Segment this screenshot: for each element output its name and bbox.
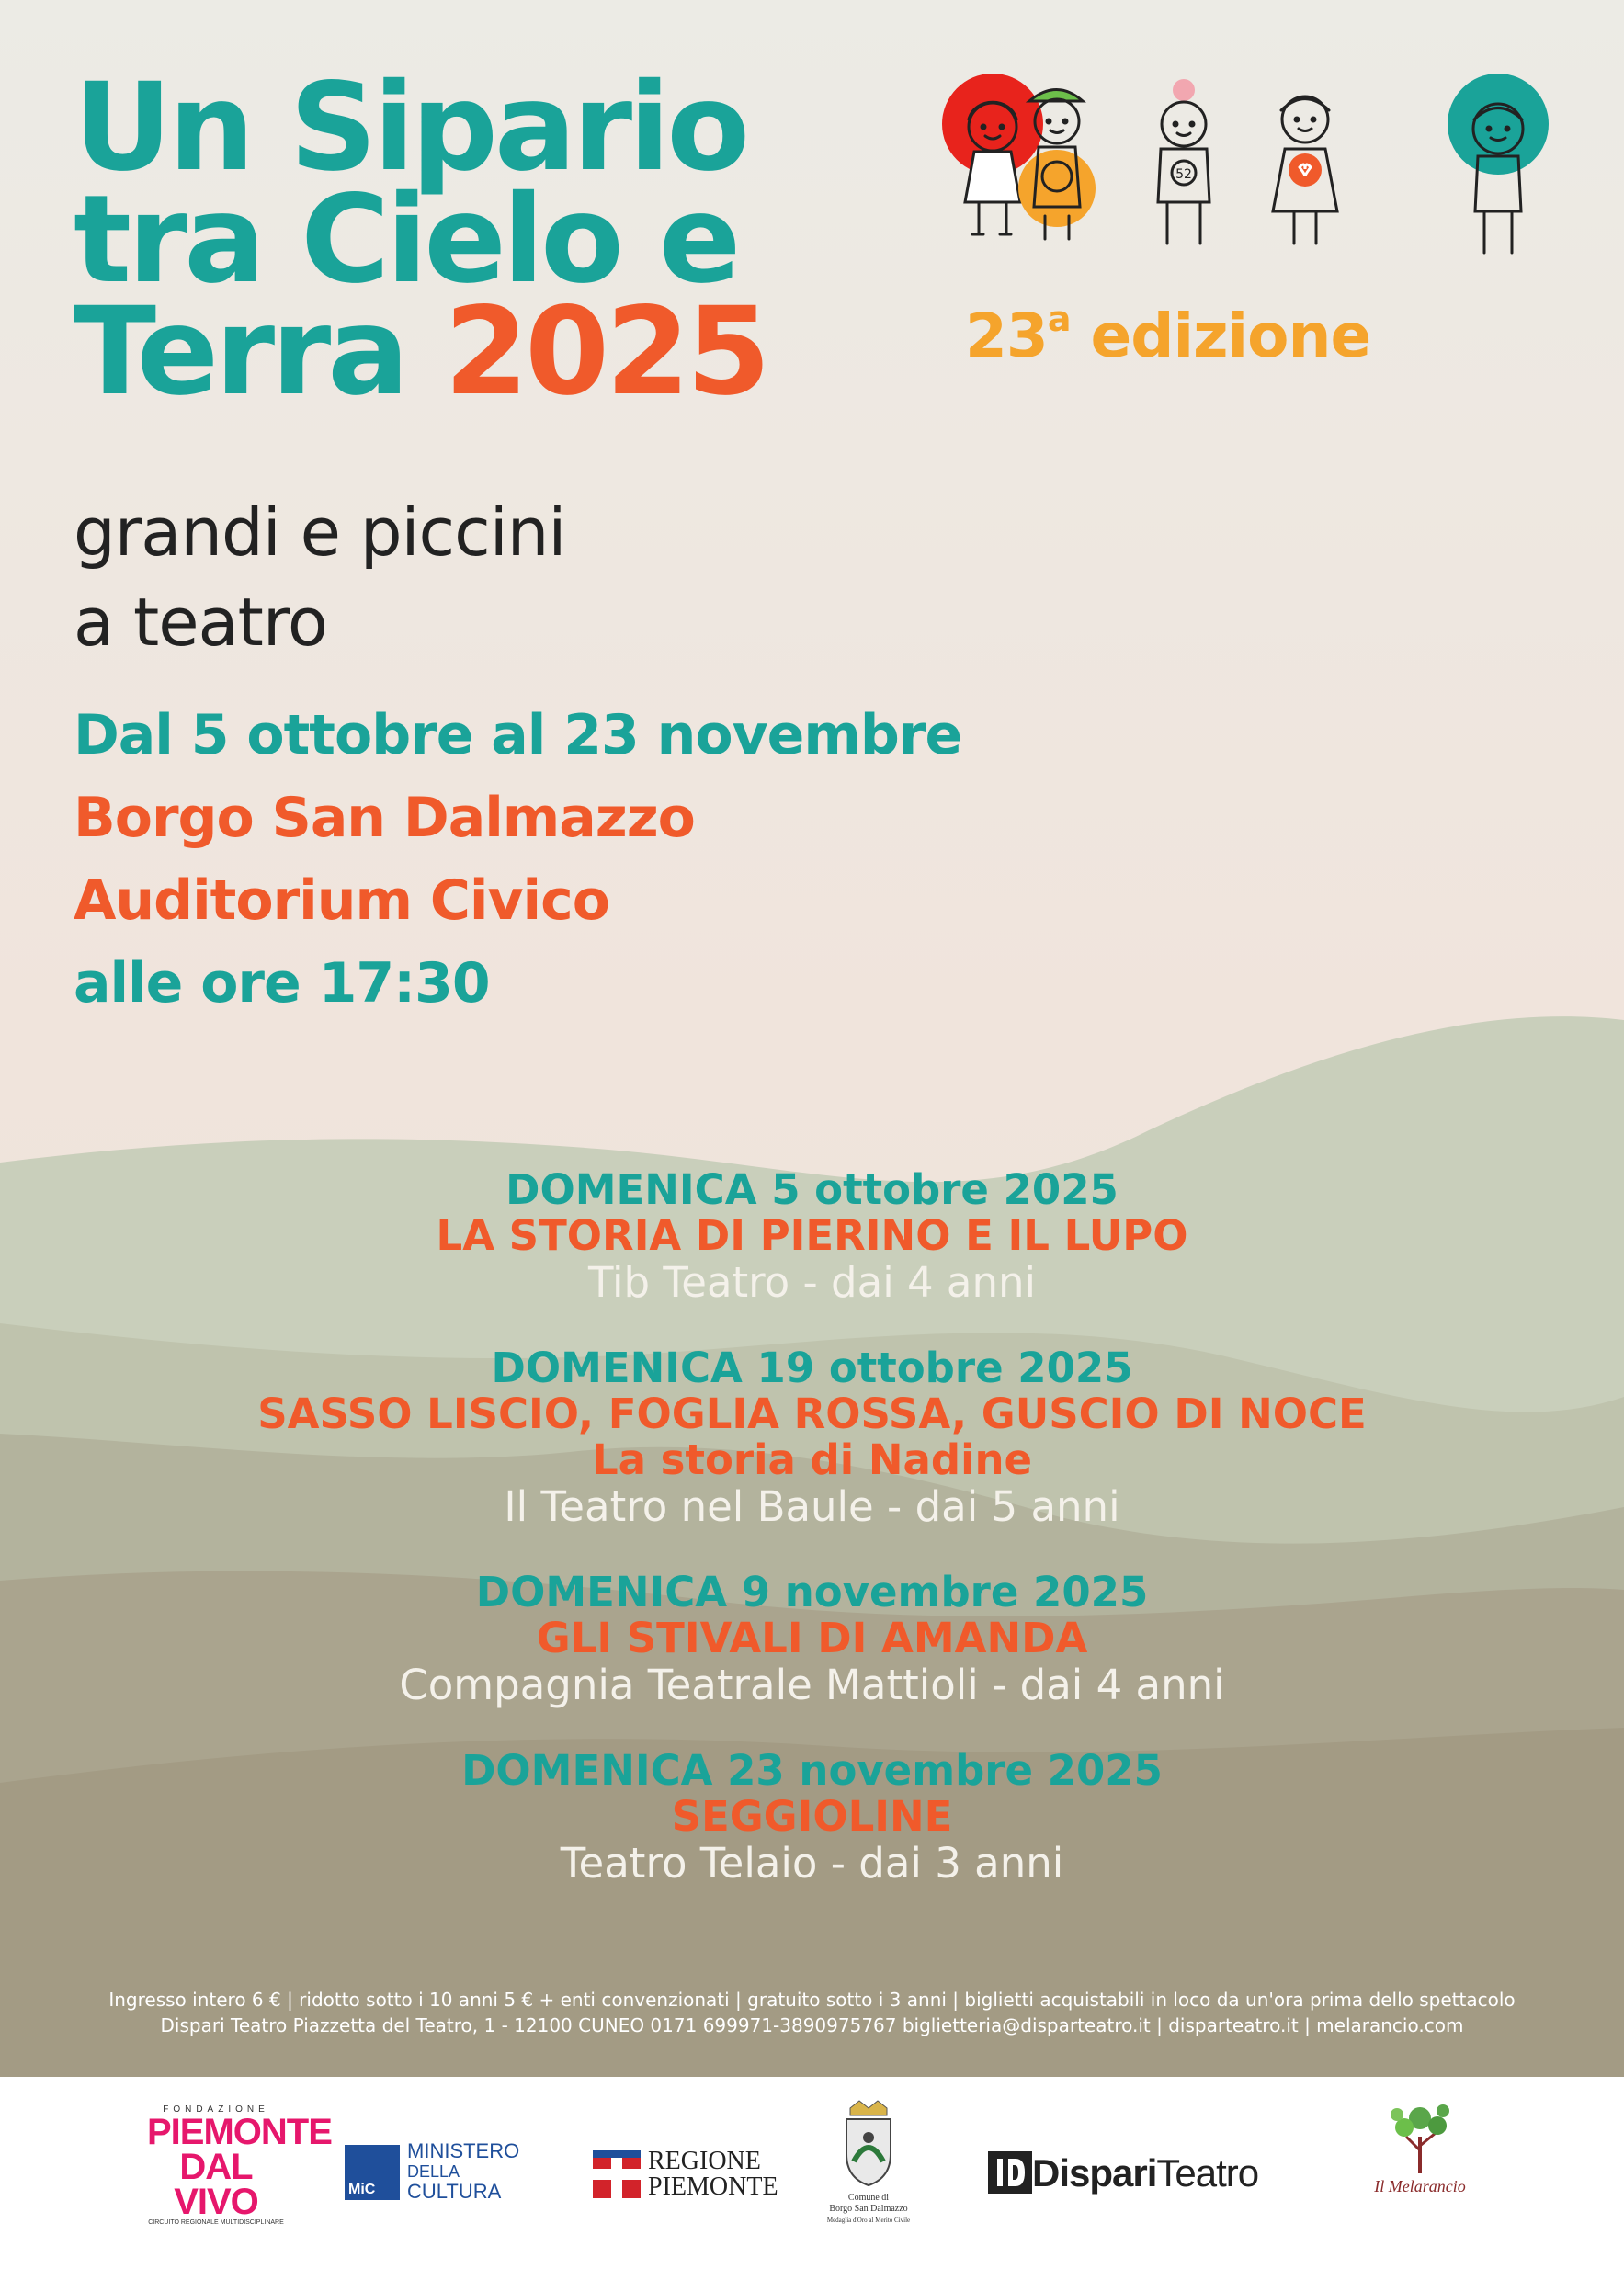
title-line-1: Un Sipario bbox=[74, 57, 747, 198]
kid-3-number: 52 bbox=[1175, 167, 1192, 182]
kids-illustration bbox=[937, 74, 1562, 276]
schedule bbox=[0, 1167, 1624, 1926]
event-2 bbox=[0, 1345, 1624, 1531]
event-date: DOMENICA 23 novembre 2025 bbox=[461, 1746, 1163, 1795]
kid-3-figure bbox=[1158, 79, 1209, 244]
ministero-line-1: MINISTERO bbox=[407, 2139, 520, 2162]
subtitle-line-1: grandi e piccini bbox=[74, 493, 566, 571]
piemonte-top: FONDAZIONE bbox=[163, 2104, 269, 2115]
regione-piemonte-logo bbox=[593, 2147, 778, 2204]
event-info bbox=[74, 694, 961, 1025]
melarancio-tree-icon bbox=[1379, 2100, 1461, 2173]
event-company: Teatro Telaio - dai 3 anni bbox=[560, 1839, 1064, 1888]
info-dates: Dal 5 ottobre al 23 novembre bbox=[74, 703, 962, 767]
subtitle-line-2: a teatro bbox=[74, 584, 327, 661]
ministero-line-2: DELLA bbox=[407, 2162, 460, 2181]
subtitle bbox=[74, 487, 565, 667]
event-4 bbox=[0, 1748, 1624, 1888]
event-date: DOMENICA 5 ottobre 2025 bbox=[505, 1165, 1119, 1214]
regione-shield-icon bbox=[593, 2150, 641, 2198]
kid-5-bg bbox=[1448, 74, 1549, 175]
comune-crest-icon bbox=[841, 2097, 896, 2189]
dispari-mark-icon bbox=[988, 2151, 1032, 2194]
event-date: DOMENICA 9 novembre 2025 bbox=[475, 1568, 1149, 1616]
footer-contacts: Dispari Teatro Piazzetta del Teatro, 1 - 12100 CUNEO 0171 699971-3890975767 biglietteria@disparteatro.it | disparteatro.it | melarancio.com bbox=[160, 2014, 1464, 2036]
event-1 bbox=[0, 1167, 1624, 1307]
title-line-2: tra Cielo e bbox=[74, 169, 738, 311]
event-show: SEGGIOLINE bbox=[671, 1792, 953, 1841]
piemonte-line-2: DAL VIVO bbox=[174, 2147, 258, 2222]
comune-line-3: Medaglia d'Oro al Merito Civile bbox=[826, 2217, 911, 2224]
event-show: GLI STIVALI DI AMANDA bbox=[536, 1614, 1088, 1662]
dispari-light: Teatro bbox=[1156, 2151, 1259, 2195]
title-line-3 bbox=[74, 281, 767, 423]
event-company: Compagnia Teatrale Mattioli - dai 4 anni bbox=[399, 1661, 1225, 1709]
mic-badge bbox=[345, 2145, 400, 2200]
kid-4-figure bbox=[1273, 96, 1337, 244]
event-show-subtitle: La storia di Nadine bbox=[591, 1435, 1033, 1484]
regione-line-2: PIEMONTE bbox=[648, 2172, 778, 2201]
ministero-line-3: CULTURA bbox=[407, 2180, 502, 2203]
ministero-cultura-logo bbox=[345, 2141, 528, 2206]
melarancio-name: Il Melarancio bbox=[1374, 2177, 1466, 2195]
comune-logo bbox=[809, 2097, 928, 2226]
event-3 bbox=[0, 1570, 1624, 1709]
edition-number: 23 bbox=[965, 301, 1048, 371]
piemonte-tagline: CIRCUITO REGIONALE MULTIDISCIPLINARE bbox=[148, 2219, 284, 2226]
info-time: alle ore 17:30 bbox=[74, 951, 490, 1015]
edition-text: edizione bbox=[1090, 301, 1371, 371]
footer-info bbox=[0, 1987, 1624, 2038]
mic-badge-text: MiC bbox=[348, 2182, 376, 2197]
piemonte-line-1: PIEMONTE bbox=[147, 2112, 332, 2152]
event-company: Tib Teatro - dai 4 anni bbox=[587, 1258, 1037, 1307]
event-show: SASSO LISCIO, FOGLIA ROSSA, GUSCIO DI NOCE bbox=[257, 1389, 1367, 1438]
piemonte-dal-vivo-logo bbox=[147, 2104, 332, 2226]
regione-line-1: REGIONE bbox=[648, 2147, 761, 2175]
edition-label bbox=[965, 299, 1370, 371]
comune-line-1: Comune di bbox=[847, 2193, 890, 2203]
event-company: Il Teatro nel Baule - dai 5 anni bbox=[504, 1482, 1120, 1531]
dispari-bold: Dispari bbox=[1032, 2151, 1157, 2195]
info-town: Borgo San Dalmazzo bbox=[74, 786, 695, 850]
main-title bbox=[74, 57, 767, 423]
title-year: 2025 bbox=[444, 281, 767, 423]
title-terra: Terra bbox=[74, 281, 406, 423]
dispari-teatro-logo bbox=[988, 2150, 1291, 2196]
event-show: LA STORIA DI PIERINO E IL LUPO bbox=[436, 1211, 1188, 1260]
comune-line-2: Borgo San Dalmazzo bbox=[829, 2204, 908, 2214]
info-venue: Auditorium Civico bbox=[74, 868, 609, 933]
event-date: DOMENICA 19 ottobre 2025 bbox=[491, 1344, 1133, 1392]
edition-suffix: a bbox=[1047, 299, 1071, 339]
footer-prices: Ingresso intero 6 € | ridotto sotto i 10 anni 5 € + enti convenzionati | gratuito sotto i 3 anni | biglietti acquistabili in loco da un'ora prima dello spettacolo bbox=[108, 1989, 1516, 2011]
melarancio-logo bbox=[1351, 2100, 1489, 2210]
